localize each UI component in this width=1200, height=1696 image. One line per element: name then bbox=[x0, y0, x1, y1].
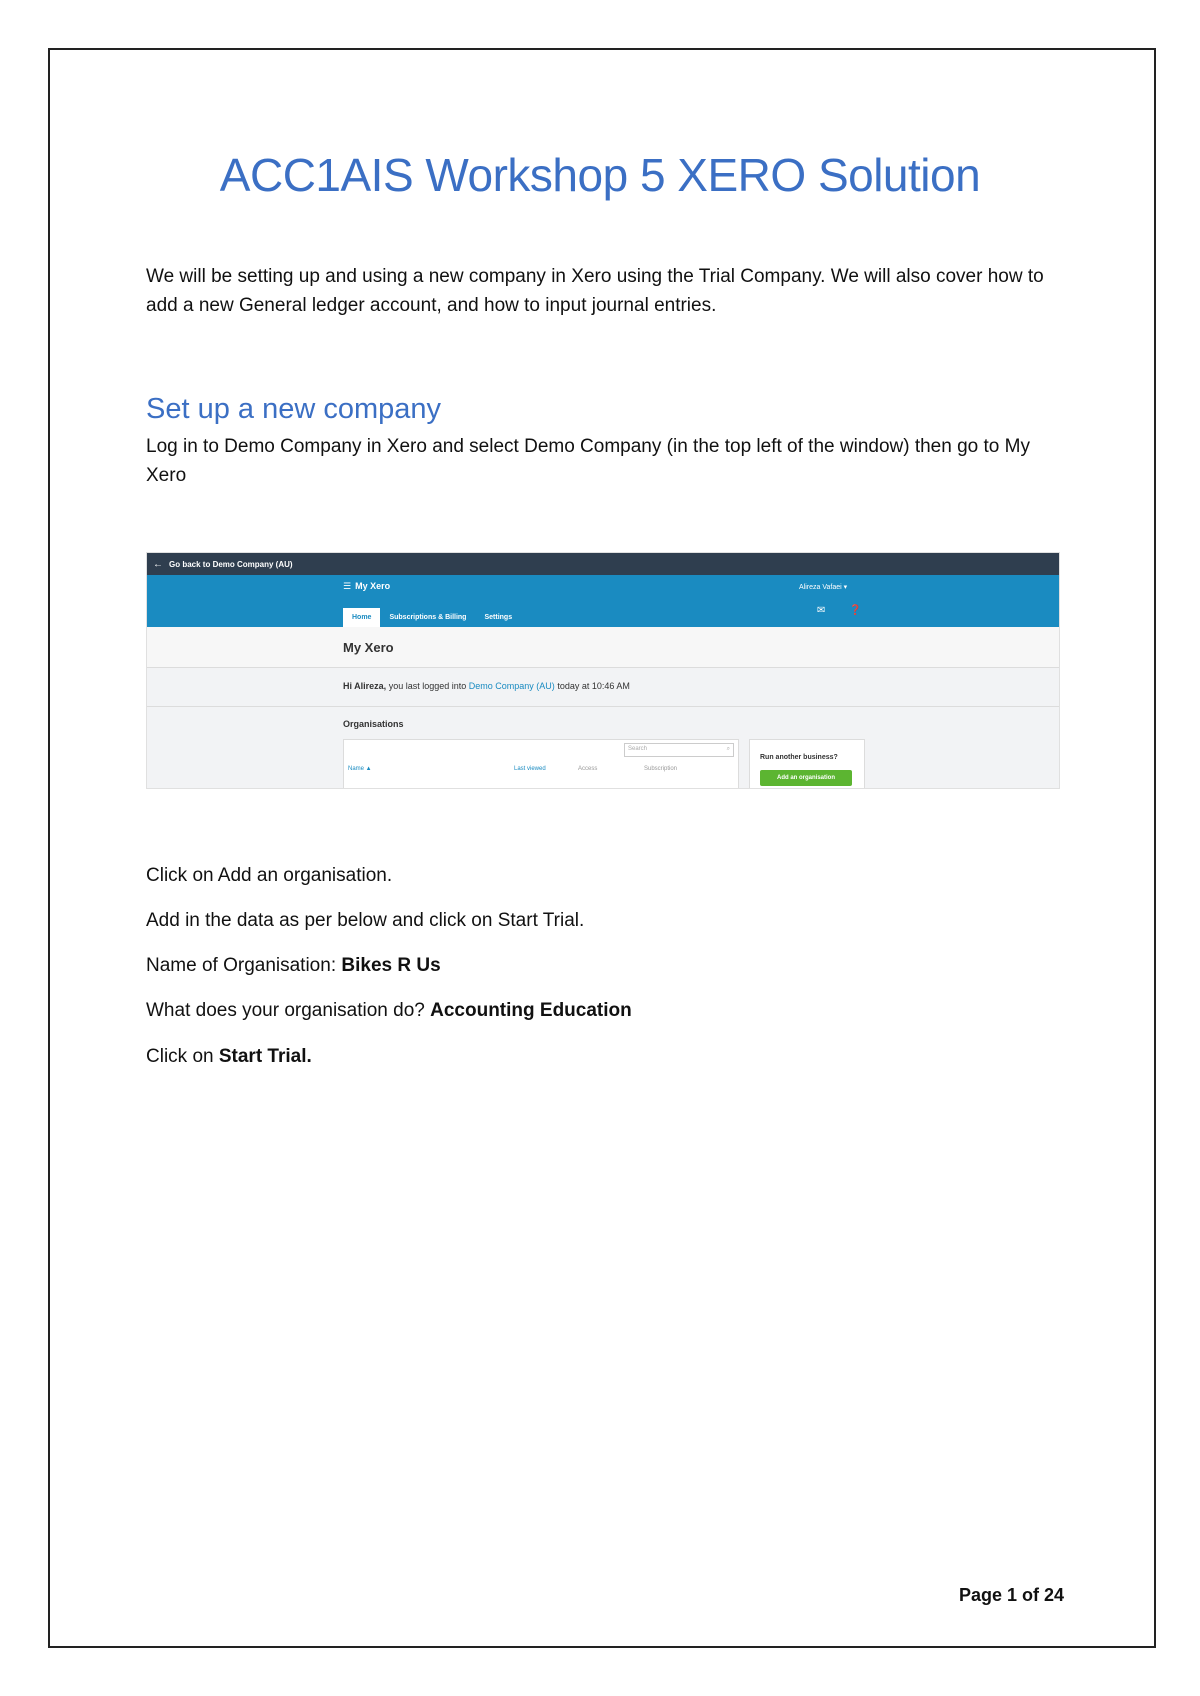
col-last-viewed: Last viewed bbox=[514, 766, 546, 772]
greeting: Hi Alireza, you last logged into Demo Company (AU) today at 10:46 AM bbox=[343, 681, 630, 691]
app-header bbox=[147, 575, 1059, 627]
col-access: Access bbox=[578, 766, 598, 772]
greeting-link: Demo Company (AU) bbox=[468, 681, 555, 691]
help-icon: ❓ bbox=[849, 605, 862, 616]
header-icons bbox=[817, 605, 862, 616]
back-bar bbox=[147, 553, 1059, 575]
app-title: My Xero bbox=[355, 581, 391, 591]
step-start-trial: Click on Start Trial. bbox=[146, 1046, 312, 1067]
step-org-name: Name of Organisation: Bikes R Us bbox=[146, 955, 441, 976]
my-xero-screenshot bbox=[146, 552, 1060, 789]
tab-subscriptions: Subscriptions & Billing bbox=[389, 614, 467, 621]
organisations-table bbox=[343, 739, 739, 789]
back-link: Go back to Demo Company (AU) bbox=[169, 559, 293, 569]
section-heading: Set up a new company bbox=[146, 393, 442, 425]
add-organisation-button: Add an organisation bbox=[760, 770, 852, 786]
page-heading-bar bbox=[147, 627, 1059, 668]
app-brand bbox=[343, 581, 390, 592]
col-name: Name ▲ bbox=[348, 766, 372, 772]
org-do-value: Accounting Education bbox=[430, 1000, 632, 1021]
user-name: Alireza Vafaei bbox=[799, 584, 842, 591]
col-subscription: Subscription bbox=[644, 766, 678, 772]
greeting-bar bbox=[147, 668, 1059, 707]
back-arrow-icon: ← bbox=[153, 558, 163, 570]
org-name-value: Bikes R Us bbox=[341, 955, 441, 976]
document-title: ACC1AIS Workshop 5 XERO Solution bbox=[219, 149, 981, 201]
run-another-panel bbox=[749, 739, 865, 789]
start-trial-text: Start Trial. bbox=[218, 1046, 312, 1067]
organisations-panel bbox=[147, 707, 1059, 789]
step-add-data: Add in the data as per below and click on Start Trial. bbox=[146, 910, 585, 931]
mail-icon: ✉ bbox=[817, 605, 826, 616]
organisations-title: Organisations bbox=[343, 719, 404, 729]
tab-bar bbox=[343, 608, 521, 627]
page-heading: My Xero bbox=[343, 640, 394, 655]
user-menu: Alireza Vafaei ▾ bbox=[799, 584, 848, 591]
step-click-add: Click on Add an organisation. bbox=[146, 865, 393, 886]
search-icon: ⌕ bbox=[726, 746, 730, 752]
tab-settings: Settings bbox=[484, 614, 513, 621]
step-org-do: What does your organisation do? Accounting Education bbox=[146, 1000, 632, 1021]
login-instruction: Log in to Demo Company in Xero and select Demo Company (in the top left of the window) then go to My Xero bbox=[146, 436, 1030, 486]
run-another-title: Run another business? bbox=[760, 754, 838, 761]
tab-home: Home bbox=[343, 608, 380, 627]
menu-icon: ☰ bbox=[343, 581, 352, 591]
intro-paragraph: We will be setting up and using a new company in Xero using the Trial Company. We will also cover how to add a new General ledger account, and how to input journal entries. bbox=[146, 266, 1044, 316]
search-field: Search ⌕ bbox=[624, 743, 734, 757]
page-number: Page 1 of 24 bbox=[958, 1585, 1064, 1605]
